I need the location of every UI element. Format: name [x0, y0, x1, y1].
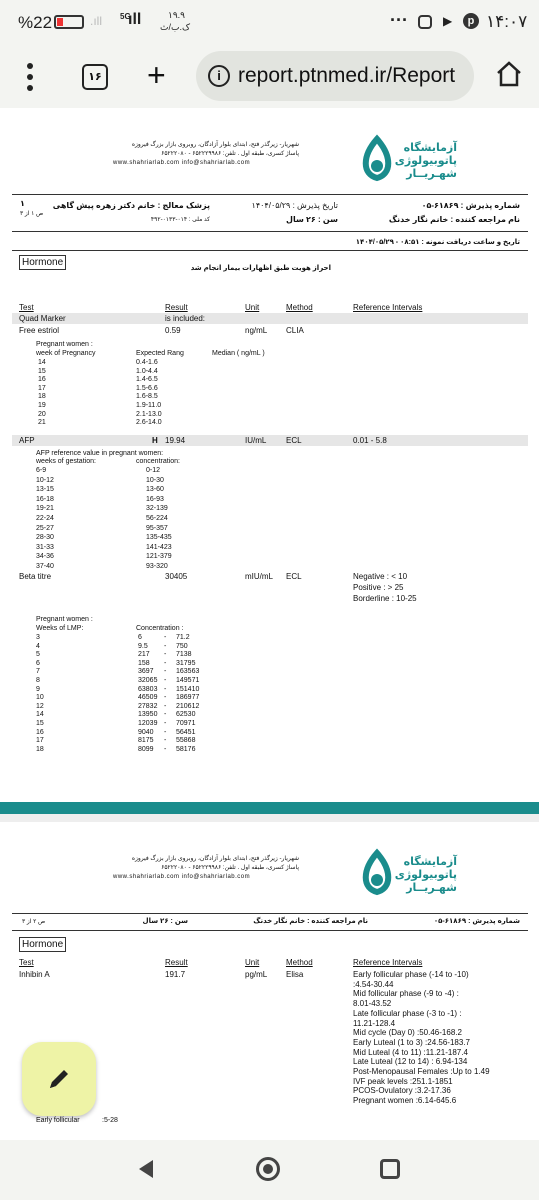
- beta-header1: Pregnant women :: [36, 616, 93, 623]
- home-icon[interactable]: [494, 59, 524, 89]
- signal-strong-icon: ıll: [128, 11, 142, 28]
- beta-unit: mIU/mL: [245, 572, 273, 581]
- range-dash: -: [164, 711, 167, 719]
- inhibin-ref-line: IVF peak levels :251.1-1851: [353, 1076, 453, 1086]
- beta-high: 750: [176, 642, 188, 650]
- lab-header: [0, 128, 539, 188]
- estriol-range: 1.9-11.0: [136, 402, 162, 409]
- beta-low: 63803: [138, 685, 158, 693]
- afp-header1: AFP reference value in pregnant women:: [36, 450, 164, 457]
- beta-ref2: Positive : > 25: [353, 583, 404, 592]
- estriol-header2: week of Pregnancy: [36, 350, 96, 357]
- pinterest-icon: p: [463, 13, 479, 29]
- battery-percent: %22: [18, 13, 53, 32]
- afp-concentration: 0-12: [146, 467, 161, 474]
- beta-ref1: Negative : < 10: [353, 572, 408, 581]
- col-method: Method: [286, 303, 313, 312]
- beta-result: 30405: [165, 572, 188, 581]
- beta-week: 17: [36, 737, 44, 745]
- beta-high: 151410: [176, 685, 200, 693]
- afp-col2-header: concentration:: [136, 458, 180, 465]
- col-ref: Reference Intervals: [353, 303, 423, 312]
- beta-low: 6: [138, 634, 142, 641]
- lab-name-1-p2: آزمایشگاه: [403, 856, 457, 868]
- inhibin-ref-line: 8.01-43.52: [353, 999, 392, 1009]
- patient-name: نام مراجعه کننده : خانم نگار خدنگ: [388, 215, 520, 224]
- beta-week: 15: [36, 720, 44, 727]
- beta-high: 7138: [176, 651, 192, 659]
- tab-count-button[interactable]: ۱۶: [82, 64, 108, 90]
- system-navigation-bar: [0, 1140, 539, 1200]
- identity-note: احراز هویت طبق اظهارات بیمار انجام شد: [190, 265, 331, 272]
- beta-low: 8099: [138, 745, 154, 753]
- admission-number-p2: شماره پذیرش : ۶۱۸۶۹-۰۵: [433, 918, 520, 925]
- col-test-p2: Test: [19, 958, 34, 967]
- col-test: Test: [19, 303, 34, 312]
- afp-week: 31-33: [36, 543, 54, 551]
- afp-concentration: 121-379: [146, 553, 172, 561]
- afp-week: 16-18: [36, 495, 54, 503]
- col-unit: Unit: [245, 303, 260, 312]
- afp-row: [12, 435, 528, 446]
- afp-week: 28-30: [36, 534, 54, 542]
- inhibin-ref-line: Late Luteal (12 to 14) : 6.94-134: [353, 1057, 468, 1067]
- afp-header2: weeks of gestation:: [36, 458, 96, 465]
- report-document[interactable]: [0, 108, 539, 1140]
- estriol-header1: Pregnant women :: [36, 341, 93, 348]
- page-divider: [0, 802, 539, 814]
- back-icon[interactable]: [136, 1158, 156, 1185]
- range-dash: -: [164, 642, 167, 650]
- clock: ۱۴:۰۷: [486, 12, 528, 31]
- section-hormone: Hormone: [19, 255, 66, 270]
- range-dash: -: [164, 728, 167, 736]
- quad-marker-result: is included:: [165, 314, 206, 323]
- beta-week: 10: [36, 694, 44, 702]
- sample-time-box: [12, 235, 528, 251]
- afp-concentration: 56-224: [146, 515, 168, 522]
- beta-low: 12039: [138, 720, 158, 727]
- range-dash: -: [164, 702, 167, 710]
- inhibin-ref-line: Mid cycle (Day 0) :50.46-168.2: [353, 1028, 462, 1038]
- inhibin-result: 191.7: [165, 970, 186, 979]
- lab-name-2: پاتوبیولوژی: [394, 155, 457, 167]
- beta-header2: Weeks of LMP:: [36, 625, 84, 632]
- beta-high: 62530: [176, 711, 196, 719]
- range-dash: -: [164, 694, 167, 702]
- beta-low: 27832: [138, 702, 158, 710]
- page-gap: [0, 814, 539, 822]
- beta-week: 14: [36, 711, 44, 719]
- beta-week: 6: [36, 659, 40, 667]
- estriol-range: 2.6-14.0: [136, 419, 162, 427]
- early-follicular-value: :5-28: [102, 1117, 118, 1124]
- afp-concentration: 135-435: [146, 534, 172, 542]
- edit-fab[interactable]: [22, 1042, 96, 1116]
- lab-name-3: شهـریــار: [406, 168, 457, 180]
- afp-concentration: 13-60: [146, 486, 164, 494]
- estriol-week: 21: [38, 419, 46, 427]
- afp-week: 19-21: [36, 505, 54, 513]
- estriol-week: 19: [38, 402, 46, 409]
- estriol-week: 18: [38, 393, 46, 401]
- beta-high: 163563: [176, 668, 200, 676]
- beta-label: Beta titre: [19, 572, 52, 581]
- afp-concentration: 16-93: [146, 495, 164, 503]
- free-estriol-method: CLIA: [286, 326, 304, 335]
- lab-name-3-p2: شهـریــار: [406, 882, 457, 894]
- inhibin-ref-line: Pregnant women :6.14-645.6: [353, 1096, 457, 1106]
- play-icon: ▶: [443, 14, 453, 28]
- estriol-range: 0.4-1.6: [136, 359, 158, 366]
- address-bar[interactable]: [196, 51, 474, 101]
- afp-method: ECL: [286, 436, 302, 445]
- afp-concentration: 10-30: [146, 476, 164, 484]
- admission-number: شماره پذیرش : ۶۱۸۶۹-۰۵: [421, 201, 520, 210]
- patient-age-p2: سن : ۲۶ سال: [142, 918, 188, 925]
- range-dash: -: [164, 720, 167, 727]
- home-nav-icon[interactable]: [256, 1157, 280, 1181]
- free-estriol-label: Free estriol: [19, 326, 60, 335]
- status-bar: [0, 0, 539, 46]
- doctor-name: پزشک معالج : خانم دکتر زهره پیش گاهی: [52, 201, 210, 210]
- range-dash: -: [164, 651, 167, 659]
- beta-week: 8: [36, 677, 40, 684]
- inhibin-unit: pg/mL: [245, 970, 268, 979]
- beta-week: 16: [36, 728, 44, 736]
- col-method-p2: Method: [286, 958, 313, 967]
- beta-low: 32065: [138, 677, 158, 684]
- col-unit-p2: Unit: [245, 958, 260, 967]
- beta-col2-header: Concentration :: [136, 625, 184, 632]
- beta-high: 58176: [176, 745, 196, 753]
- page-sub-p2: ص ۲ از ۳: [22, 919, 46, 925]
- beta-high: 56451: [176, 728, 196, 736]
- beta-high: 149571: [176, 677, 200, 684]
- beta-low: 9.5: [138, 642, 148, 650]
- admission-date: تاریخ پذیرش : ۱۴۰۴/۰۵/۲۹: [251, 201, 338, 210]
- range-dash: -: [164, 737, 167, 745]
- national-code: کد ملی : ۰۱۴-۰۱۳۳-۴۹۲: [150, 217, 210, 223]
- afp-week: 6-9: [36, 467, 47, 474]
- estriol-col2-header: Expected Rang: [136, 350, 184, 357]
- lab-address-line2: پاساژ کسری، طبقه اول . تلفن: ۶۵۲۲۲۹۹۸۶ - ۶۵۲۲۲۰۸۰: [161, 151, 299, 157]
- range-dash: -: [164, 685, 167, 693]
- inhibin-ref-line: Early Luteal (1 to 3) :24.56-183.7: [353, 1037, 470, 1047]
- afp-concentration: 93-320: [146, 563, 168, 570]
- estriol-range: 1.6-8.5: [136, 393, 158, 401]
- estriol-week: 17: [38, 384, 46, 392]
- col-result: Result: [165, 303, 188, 312]
- range-dash: -: [164, 659, 167, 667]
- range-dash: -: [164, 745, 167, 753]
- url-text[interactable]: report.ptnmed.ir/Report: [238, 64, 456, 87]
- afp-week: 25-27: [36, 524, 54, 532]
- beta-low: 46509: [138, 694, 158, 702]
- afp-week: 34-36: [36, 553, 54, 561]
- beta-week: 18: [36, 745, 44, 753]
- free-estriol-unit: ng/mL: [245, 326, 268, 335]
- beta-low: 158: [138, 659, 150, 667]
- info-icon[interactable]: i: [208, 65, 230, 87]
- recents-icon[interactable]: [380, 1159, 400, 1179]
- page-sub: ص ۱ از ۳: [20, 211, 44, 217]
- lab-header-page2: [0, 844, 539, 904]
- browser-toolbar: [0, 46, 539, 108]
- estriol-range: 2.1-13.0: [136, 410, 162, 418]
- quad-marker-row: [12, 313, 528, 324]
- beta-week: 4: [36, 642, 40, 650]
- col-ref-p2: Reference Intervals: [353, 958, 423, 967]
- range-dash: -: [164, 677, 167, 684]
- beta-low: 9040: [138, 728, 154, 736]
- afp-ref: 0.01 - 5.8: [353, 436, 387, 445]
- estriol-week: 16: [38, 376, 46, 384]
- signal-weak-icon: .ıll: [90, 14, 102, 28]
- page-number: ۱: [20, 199, 25, 208]
- beta-week: 12: [36, 702, 44, 710]
- beta-high: 71.2: [176, 634, 190, 641]
- data-speed: ۱۹.۹: [168, 10, 186, 20]
- beta-method: ECL: [286, 572, 302, 581]
- lab-address-line1-p2: شهریار- زیرگذر فتح، ابتدای بلوار آزادگان، روبروی بازار بزرگ فیروزه: [131, 856, 299, 862]
- afp-week: 37-40: [36, 563, 54, 570]
- beta-week: 9: [36, 685, 40, 693]
- estriol-range: 1.4-6.5: [136, 376, 158, 384]
- afp-label: AFP: [19, 436, 35, 445]
- beta-week: 7: [36, 668, 40, 676]
- lab-name-1: آزمایشگاه: [403, 142, 457, 154]
- range-dash: -: [164, 634, 167, 641]
- col-result-p2: Result: [165, 958, 188, 967]
- patient-info-box: [12, 194, 528, 232]
- beta-low: 8175: [138, 737, 154, 745]
- afp-result: 19.94: [165, 436, 186, 445]
- beta-week: 5: [36, 651, 40, 659]
- free-estriol-result: 0.59: [165, 326, 181, 335]
- afp-concentration: 141-423: [146, 543, 172, 551]
- data-speed-unit: ک.ب/ث: [160, 22, 191, 32]
- beta-high: 210612: [176, 702, 200, 710]
- lab-address-line1: شهریار- زیرگذر فتح، ابتدای بلوار آزادگان، روبروی بازار بزرگ فیروزه: [131, 142, 299, 148]
- inhibin-ref-line: :4.54-30.44: [353, 979, 394, 989]
- pencil-icon: [45, 1065, 73, 1093]
- inhibin-ref-line: Late follicular phase (-3 to -1) :: [353, 1008, 462, 1018]
- patient-info-box-p2: [12, 913, 528, 931]
- section-hormone-p2: Hormone: [19, 937, 66, 952]
- menu-icon[interactable]: [26, 62, 34, 92]
- beta-ref3: Borderline : 10-25: [353, 594, 417, 603]
- lab-address-line2-p2: پاساژ کسری، طبقه اول . تلفن: ۶۵۲۲۲۹۹۸۶ - ۶۵۲۲۲۰۸۰: [161, 865, 299, 871]
- estriol-week: 14: [38, 359, 46, 366]
- sample-time: تاریخ و ساعت دریافت نمونه : ۰۸:۵۱ - ۱۴۰۴/۰۵/۲۹: [355, 239, 520, 246]
- network-type: 5G: [120, 12, 131, 21]
- lab-name-2-p2: پاتوبیولوژی: [394, 869, 457, 881]
- more-notifications-icon: ···: [390, 10, 408, 30]
- inhibin-label: Inhibin A: [19, 970, 50, 979]
- inhibin-ref-line: Post-Menopausal Females :Up to 1.49: [353, 1067, 490, 1076]
- estriol-col3-header: Median ( ng/mL ): [212, 350, 265, 357]
- early-follicular-label: Early follicular: [36, 1117, 80, 1124]
- afp-unit: IU/mL: [245, 436, 267, 445]
- lab-website-p2: www.shahriarlab.com info@shahriarlab.com: [113, 874, 251, 880]
- new-tab-icon[interactable]: +: [147, 57, 166, 93]
- estriol-range: 1.0-4.4: [136, 367, 158, 375]
- estriol-week: 20: [38, 410, 46, 418]
- afp-concentration: 95-357: [146, 524, 168, 532]
- inhibin-ref-line: Mid follicular phase (-9 to -4) :: [353, 989, 459, 999]
- beta-high: 70971: [176, 720, 196, 727]
- afp-week: 13-15: [36, 486, 54, 494]
- range-dash: -: [164, 668, 167, 676]
- inhibin-ref-line: PCOS-Ovulatory :3.2-17.36: [353, 1086, 451, 1096]
- battery-icon: [54, 15, 84, 29]
- beta-low: 13950: [138, 711, 158, 719]
- instagram-icon: [418, 15, 432, 29]
- inhibin-ref-line: Mid Luteal (4 to 11) :11.21-187.4: [353, 1047, 468, 1057]
- beta-high: 186977: [176, 694, 200, 702]
- patient-name-p2: نام مراجعه کننده : خانم نگار خدنگ: [253, 918, 368, 925]
- lab-website: www.shahriarlab.com info@shahriarlab.com: [113, 160, 251, 166]
- beta-low: 217: [138, 651, 150, 659]
- estriol-week: 15: [38, 367, 46, 375]
- beta-week: 3: [36, 634, 40, 641]
- afp-week: 10-12: [36, 476, 54, 484]
- patient-age: سن : ۲۶ سال: [286, 215, 338, 224]
- beta-high: 31795: [176, 659, 196, 667]
- afp-flag: H: [152, 436, 158, 445]
- afp-concentration: 32-139: [146, 505, 168, 513]
- afp-week: 22-24: [36, 515, 54, 522]
- beta-high: 55868: [176, 737, 196, 745]
- inhibin-ref-line: Early follicular phase (-14 to -10): [353, 970, 469, 979]
- quad-marker-label: Quad Marker: [19, 314, 66, 323]
- inhibin-ref-line: 11.21-128.4: [353, 1018, 396, 1028]
- beta-low: 3697: [138, 668, 154, 676]
- estriol-range: 1.5-6.6: [136, 384, 158, 392]
- inhibin-method: Elisa: [286, 970, 304, 979]
